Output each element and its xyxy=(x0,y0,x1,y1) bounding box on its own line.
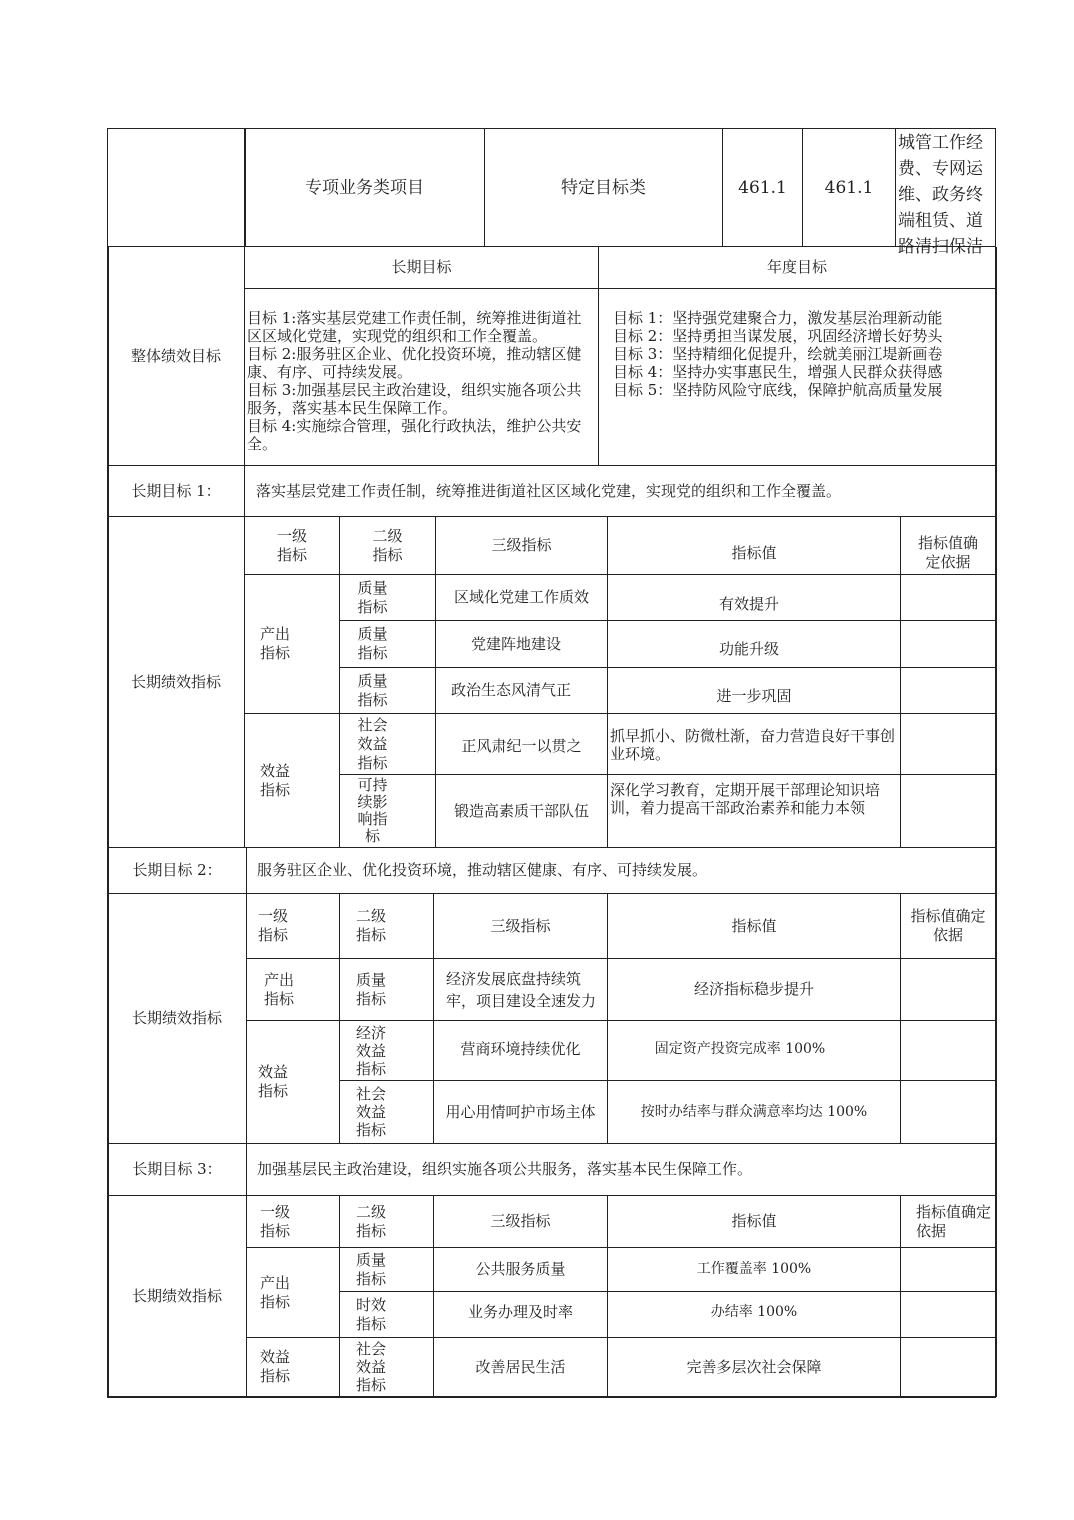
goal1-row2-level3: 党建阵地建设 xyxy=(470,634,561,653)
goal2-row1-level3: 经济发展底盘持续筑 牢，项目建设全速发力 xyxy=(446,969,597,1010)
goal2-label: 长期目标 2： xyxy=(132,861,222,879)
target-type: 特定目标类 xyxy=(561,177,646,198)
goal2-row2-value: 固定资产投资完成率 100% xyxy=(654,1040,826,1057)
annual-goal-4: 目标 4：坚持办实事惠民生，增强人民群众获得感 xyxy=(613,363,943,381)
goal1-benefit-group: 效益 指标 xyxy=(259,761,290,799)
amount-2: 461.1 xyxy=(824,177,874,198)
goal3-output-group: 产出 指标 xyxy=(260,1273,291,1311)
goal2-output-group: 产出 指标 xyxy=(263,970,294,1008)
goal1-row1-value: 有效提升 xyxy=(718,595,779,613)
goal1-row3-level2: 质量 指标 xyxy=(357,671,388,709)
goal1-col-level1: 一级 指标 xyxy=(276,526,307,564)
goal3-indicator-label: 长期绩效指标 xyxy=(131,1286,222,1305)
goal3-row3-level2: 社会 效益 指标 xyxy=(356,1340,387,1394)
goal3-benefit-group: 效益 指标 xyxy=(260,1348,291,1385)
long-term-goal-2: 目标 2:服务驻区企业、优化投资环境，推动辖区健康、有序、可持续发展。 xyxy=(247,345,582,381)
annual-goal-3: 目标 3：坚持精细化促提升，绘就美丽江堤新画卷 xyxy=(613,345,943,363)
annual-goal-5: 目标 5：坚持防风险守底线，保障护航高质量发展 xyxy=(613,381,943,399)
goal2-col-level1: 一级 指标 xyxy=(258,907,289,944)
goal2-row3-level3: 用心用情呵护市场主体 xyxy=(445,1102,596,1121)
goal1-row2-level2: 质量 指标 xyxy=(357,625,388,662)
annual-goal-1: 目标 1：坚持强党建聚合力，激发基层治理新动能 xyxy=(613,309,943,327)
long-term-goals-text xyxy=(247,309,593,465)
goal3-col-value: 指标值 xyxy=(731,1212,777,1230)
annual-goal-2: 目标 2：坚持勇担当谋发展，巩固经济增长好势头 xyxy=(613,327,943,345)
goal2-row1-value: 经济指标稳步提升 xyxy=(693,980,814,998)
goal1-col-level2: 二级 指标 xyxy=(372,526,403,564)
goal1-row3-value: 进一步巩固 xyxy=(716,687,792,705)
goal3-col-level2: 二级 指标 xyxy=(356,1202,387,1240)
goal1-row4-level3: 正风肃纪一以贯之 xyxy=(461,736,582,755)
goal3-row2-level2: 时效 指标 xyxy=(356,1295,387,1333)
goal3-row3-level3: 改善居民生活 xyxy=(475,1357,566,1376)
long-term-goal-1: 目标 1:落实基层党建工作责任制，统筹推进街道社区区域化党建，实现党的组织和工作全覆盖。 xyxy=(247,309,582,345)
goal1-row4-level2: 社会 效益 指标 xyxy=(357,715,388,772)
overall-goal-label: 整体绩效目标 xyxy=(130,346,221,365)
long-term-goal-4: 目标 4:实施综合管理，强化行政执法，维护公共安全。 xyxy=(247,417,582,453)
goal3-col-level3: 三级指标 xyxy=(490,1212,551,1230)
goal1-row5-level2: 可持 续影 响指 标 xyxy=(357,776,388,845)
goal3-row2-level3: 业务办理及时率 xyxy=(467,1302,573,1321)
goal2-col-basis: 指标值确定 依据 xyxy=(910,907,986,944)
goal1-row5-value: 深化学习教育，定期开展干部理论知识培训，着力提高干部政治素养和能力本领 xyxy=(610,781,881,817)
goal2-col-level2: 二级 指标 xyxy=(356,907,387,944)
goal2-row1-level2: 质量 指标 xyxy=(356,970,387,1008)
goal1-col-value: 指标值 xyxy=(731,543,777,562)
goal2-text: 服务驻区企业、优化投资环境，推动辖区健康、有序、可持续发展。 xyxy=(257,861,708,879)
goal1-indicator-label: 长期绩效指标 xyxy=(130,672,221,691)
goal1-row1-level3: 区域化党建工作质效 xyxy=(453,588,589,606)
goal1-text: 落实基层党建工作责任制，统筹推进街道社区区域化党建，实现党的组织和工作全覆盖。 xyxy=(256,481,842,500)
purpose-text: 城管工作经费、专网运维、政务终端租赁、道路清扫保洁 xyxy=(898,133,983,257)
goal3-row1-value: 工作覆盖率 100% xyxy=(696,1261,812,1277)
goal2-row2-level3: 营商环境持续优化 xyxy=(460,1039,581,1058)
long-term-goal-3: 目标 3:加强基层民主政治建设，组织实施各项公共服务，落实基本民生保障工作。 xyxy=(247,381,582,417)
goal1-row2-value: 功能升级 xyxy=(718,639,779,658)
goal2-col-value: 指标值 xyxy=(731,916,777,935)
annual-goals-text xyxy=(613,309,993,409)
goal2-row3-level2: 社会 效益 指标 xyxy=(356,1085,387,1139)
long-term-header: 长期目标 xyxy=(391,258,452,276)
goal1-output-group: 产出 指标 xyxy=(259,625,290,662)
project-type: 专项业务类项目 xyxy=(305,177,424,198)
goal1-row4-value: 抓早抓小、防微杜渐，奋力营造良好干事创业环境。 xyxy=(610,727,896,763)
goal2-row2-level2: 经济 效益 指标 xyxy=(356,1023,387,1078)
goal2-indicator-label: 长期绩效指标 xyxy=(131,1009,222,1027)
goal1-row5-level3: 锻造高素质干部队伍 xyxy=(453,801,589,820)
goal2-row3-value: 按时办结率与群众满意率均达 100% xyxy=(640,1103,868,1120)
goal3-row2-value: 办结率 100% xyxy=(710,1303,798,1320)
goal3-row3-value: 完善多层次社会保障 xyxy=(686,1357,822,1376)
goal3-text: 加强基层民主政治建设，组织实施各项公共服务，落实基本民生保障工作。 xyxy=(257,1160,753,1178)
goal3-col-basis: 指标值确定 依据 xyxy=(916,1202,992,1240)
goal1-col-basis: 指标值确 定依据 xyxy=(917,534,978,571)
goal1-row1-level2: 质量 指标 xyxy=(357,578,388,616)
goal2-benefit-group: 效益 指标 xyxy=(258,1063,289,1100)
goal2-col-level3: 三级指标 xyxy=(490,916,551,935)
goal3-label: 长期目标 3： xyxy=(132,1160,222,1178)
goal3-col-level1: 一级 指标 xyxy=(260,1202,291,1240)
goal3-row1-level2: 质量 指标 xyxy=(356,1250,387,1288)
goal1-col-level3: 三级指标 xyxy=(491,536,552,554)
amount-1: 461.1 xyxy=(738,177,787,198)
goal1-label: 长期目标 1： xyxy=(131,481,221,500)
annual-header: 年度目标 xyxy=(766,258,827,276)
goal3-row1-level3: 公共服务质量 xyxy=(475,1260,566,1278)
goal1-row3-level3: 政治生态风清气正 xyxy=(450,681,571,699)
